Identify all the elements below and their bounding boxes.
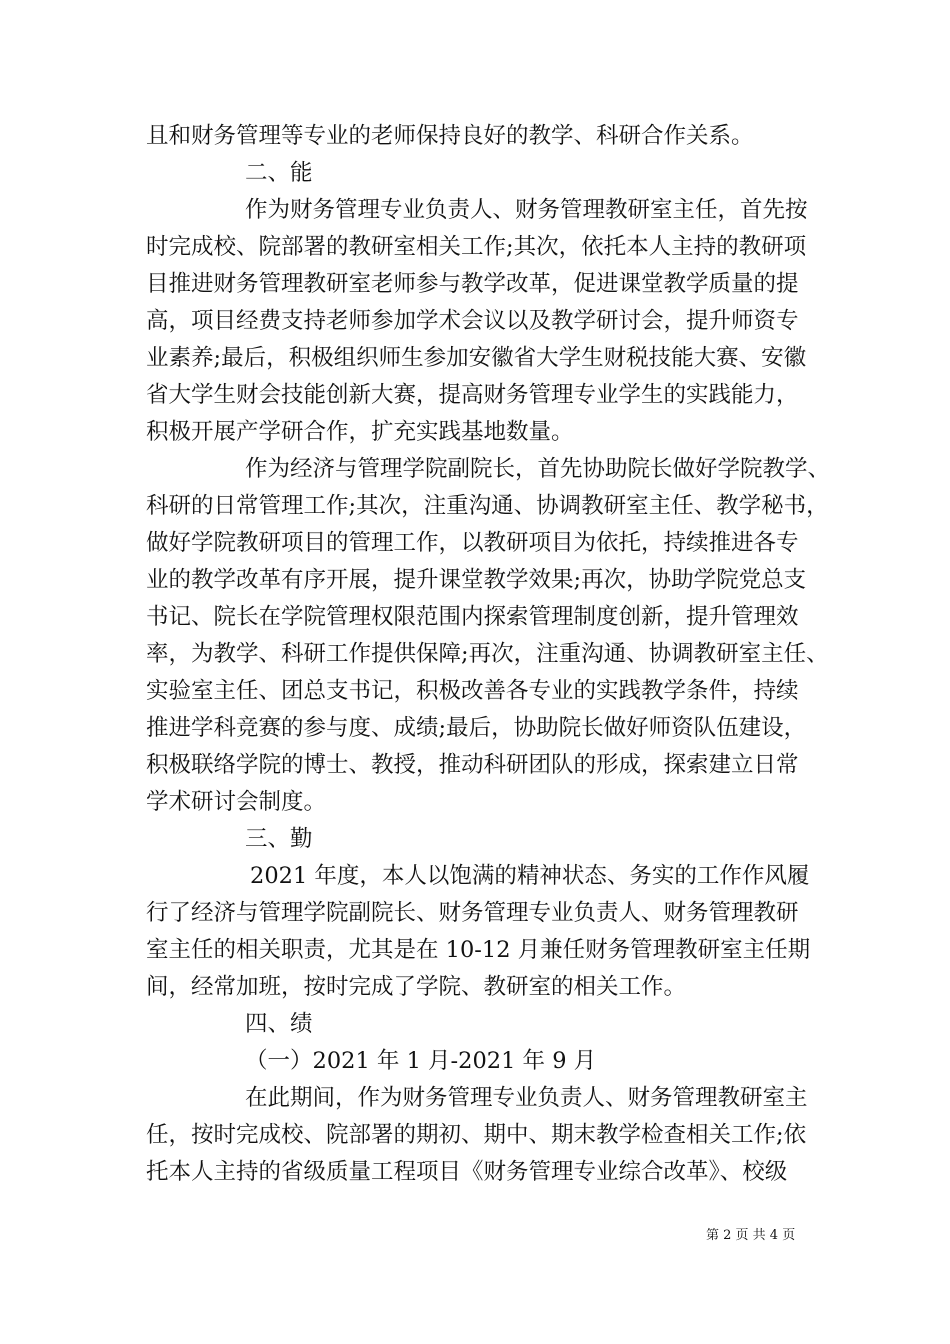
text-line: 率，为教学、科研工作提供保障;再次，注重沟通、协调教研室主任、: [146, 641, 829, 667]
text-line: 作为经济与管理学院副院长，首先协助院长做好学院教学、: [245, 456, 831, 482]
text-line: 在此期间，作为财务管理专业负责人、财务管理教研室主: [245, 1085, 808, 1111]
text-line: 学术研讨会制度。: [146, 789, 327, 815]
text-line: 目推进财务管理教研室老师参与教学改革，促进课堂教学质量的提: [146, 271, 799, 297]
text-line: 任，按时完成校、院部署的期初、期中、期末教学检查相关工作;依: [146, 1122, 807, 1148]
text-line: 室主任的相关职责，尤其是在 10-12 月兼任财务管理教研室主任期: [146, 937, 811, 963]
text-line: 书记、院长在学院管理权限范围内探索管理制度创新，提升管理效: [146, 604, 799, 630]
page-number-footer: 第 2 页 共 4 页: [706, 1228, 796, 1243]
text-line: 2021 年度，本人以饱满的精神状态、务实的工作作风履: [250, 863, 810, 889]
text-line: 省大学生财会技能创新大赛，提高财务管理专业学生的实践能力，: [146, 382, 799, 408]
text-line: 做好学院教研项目的管理工作，以教研项目为依托，持续推进各专: [146, 530, 799, 556]
text-line: 实验室主任、团总支书记，积极改善各专业的实践教学条件，持续: [146, 678, 799, 704]
text-line: 行了经济与管理学院副院长、财务管理专业负责人、财务管理教研: [146, 900, 799, 926]
text-line: 科研的日常管理工作;其次，注重沟通、协调教研室主任、教学秘书，: [146, 493, 829, 519]
text-line: 高，项目经费支持老师参加学术会议以及教学研讨会，提升师资专: [146, 308, 799, 334]
text-line: 业的教学改革有序开展，提升课堂教学效果;再次，协助学院党总支: [146, 567, 807, 593]
text-line: 时完成校、院部署的教研室相关工作;其次，依托本人主持的教研项: [146, 234, 807, 260]
subsection-heading: （一）2021 年 1 月-2021 年 9 月: [245, 1048, 597, 1074]
text-line: 推进学科竞赛的参与度、成绩;最后，协助院长做好师资队伍建设，: [146, 715, 807, 741]
text-line: 积极联络学院的博士、教授，推动科研团队的形成，探索建立日常: [146, 752, 799, 778]
section-heading-qin: 三、勤: [245, 826, 313, 852]
section-heading-ji: 四、绩: [245, 1011, 313, 1037]
text-line: 积极开展产学研合作，扩充实践基地数量。: [146, 419, 574, 445]
text-line: 托本人主持的省级质量工程项目《财务管理专业综合改革》、校级: [146, 1159, 788, 1185]
text-line: 作为财务管理专业负责人、财务管理教研室主任，首先按: [245, 197, 808, 223]
text-line: 且和财务管理等专业的老师保持良好的教学、科研合作关系。: [146, 123, 754, 149]
text-line: 业素养;最后，积极组织师生参加安徽省大学生财税技能大赛、安徽: [146, 345, 807, 371]
text-line: 间，经常加班，按时完成了学院、教研室的相关工作。: [146, 974, 687, 1000]
section-heading-neng: 二、能: [245, 160, 313, 186]
